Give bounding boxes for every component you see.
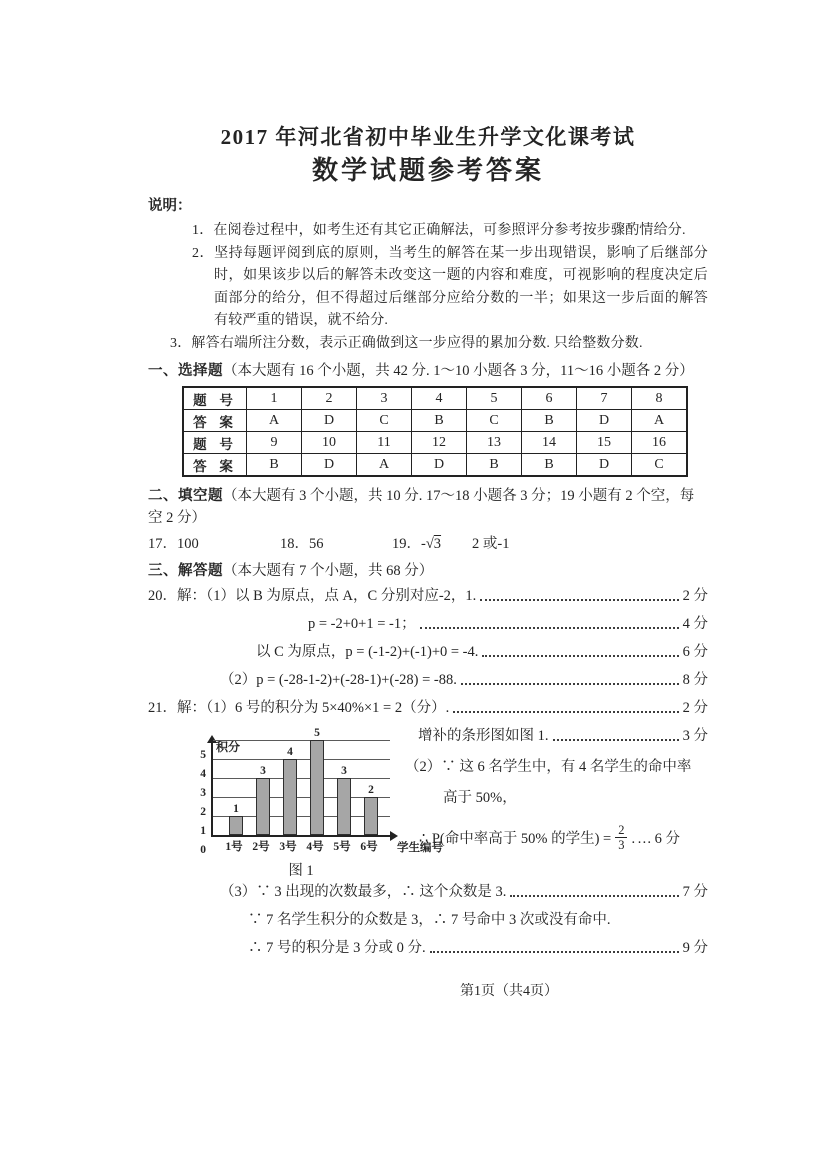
y-tick-label: 2 [200,806,206,818]
solution-line [256,642,708,662]
leader-dots: … [637,830,653,847]
chart-bar [364,797,378,835]
answer-cell: 14 [522,432,577,454]
bar-value-label: 5 [314,727,320,739]
fill-answer: 17．100 [148,536,199,552]
answer-cell: 9 [247,432,302,454]
chart-bar [229,816,243,835]
table-row [183,387,687,410]
answer-cell: B [247,454,302,477]
dotted-leader [480,599,678,601]
y-tick-label: 3 [200,787,206,799]
answer-cell: D [577,454,632,477]
page-content [148,124,708,1000]
solution-text: （2）p = (-28-1-2)+(-28-1)+(-28) = -88. [220,672,457,688]
answer-cell: B [522,454,577,477]
solution-line [308,614,708,634]
solution-line [220,670,708,690]
answer-cell: 1 [247,387,302,410]
solution-text: ∵ 7 名学生积分的众数是 3，∴ 7 号命中 3 次或没有命中. [248,912,611,928]
dotted-leader [420,627,679,629]
table-row [183,432,687,454]
solution-text: （2）∵ 这 6 名学生中，有 4 名学生的命中率 [405,759,692,775]
chart-bar [337,778,351,835]
row-label-cell: 答 案 [183,410,247,432]
answer-cell: 10 [302,432,357,454]
answer-cell: 13 [467,432,522,454]
score-label: 9 分 [682,940,708,956]
chart-area [190,727,443,856]
score-label: 2 分 [682,700,708,716]
answer-cell: 2 [302,387,357,410]
row-label-cell: 题 号 [183,387,247,410]
answer-cell: C [632,454,688,477]
chart-bar [310,740,324,835]
answer-table [182,386,688,477]
mc-section-detail: （本大题有 16 个小题，共 42 分. 1～10 小题各 3 分，11～16 小题各 2 分） [223,363,694,379]
sa-section-label: 三、解答题 [148,563,223,579]
solution-line [248,910,708,930]
solution-line [419,819,708,853]
fill-answer: 18．56 [280,536,324,552]
fraction-numerator: 2 [615,823,627,838]
sa-section-detail: （本大题有 7 个小题，共 68 分） [223,563,434,579]
q21-line1 [148,698,708,718]
solution-text: 高于 50%， [443,790,517,806]
note-item: 1．在阅卷过程中，如考生还有其它正确解法，可参照评分参考按步骤酌情给分. [192,223,686,238]
answer-cell: 4 [412,387,467,410]
fill-answers-row [148,533,708,555]
fraction [615,823,627,853]
solution-text: 增补的条形图如图 1. [418,728,549,744]
solution-line [220,882,708,902]
bar-value-label: 3 [341,765,347,777]
bar-value-label: 2 [368,784,374,796]
dotted-leader [553,739,679,741]
table-row [183,410,687,432]
answer-cell: 8 [632,387,688,410]
answer-cell: 6 [522,387,577,410]
answer-cell: 16 [632,432,688,454]
fraction-denominator: 3 [618,838,625,853]
solution-text: . [631,830,636,847]
mc-section-heading [148,360,708,382]
solution-line [248,938,708,958]
y-tick-label: 0 [200,844,206,856]
score-label: 6 分 [654,830,680,847]
y-tick-label: 1 [200,825,206,837]
q21-middle-row [148,726,708,880]
dotted-leader [453,711,678,713]
answer-cell: B [412,410,467,432]
dotted-leader [430,951,679,953]
table-row [183,454,687,477]
answer-cell: B [522,410,577,432]
x-tick-label: 3号 [279,841,297,853]
chart-y-ticks [190,749,209,856]
x-tick-label: 2号 [252,841,270,853]
x-tick-label: 6号 [360,841,378,853]
answer-cell: D [412,454,467,477]
answer-cell: D [302,454,357,477]
chart-gridline [213,759,390,760]
chart-plot [211,727,393,837]
mc-section-label: 一、选择题 [148,363,223,379]
solution-text: p = -2+0+1 = -1； [308,616,416,632]
answer-cell: A [247,410,302,432]
dotted-leader [510,895,678,897]
x-tick-label: 4号 [306,841,324,853]
answer-cell: B [467,454,522,477]
solution-text: ∴ 7 号的积分是 3 分或 0 分. [248,940,426,956]
sqrt-radicand: 3 [433,536,442,552]
x-tick-label: 1号 [225,841,243,853]
solution-text: ∴ P(命中率高于 50% 的学生) = [419,830,612,847]
solution-line [148,698,708,718]
score-label: 6 分 [682,644,708,660]
chart-y-axis-label: 积分 [216,740,241,754]
q21-bottom [148,882,708,958]
dotted-leader [482,655,678,657]
bar-value-label: 3 [260,765,266,777]
q21-right [405,726,708,880]
chart-bar [256,778,270,835]
solution-text: （3）∵ 3 出现的次数最多，∴ 这个众数是 3. [220,884,507,900]
row-label-cell: 题 号 [183,432,247,454]
dotted-leader [461,683,679,685]
notes-heading: 说明： [148,198,192,214]
row-label-cell: 答 案 [183,454,247,477]
answer-cell: 7 [577,387,632,410]
chart-gridline [213,778,390,779]
bar-value-label: 4 [287,746,293,758]
answer-cell: 3 [357,387,412,410]
answer-cell: 12 [412,432,467,454]
answer-cell: 11 [357,432,412,454]
note-item: 2．坚持每题评阅到底的原则，当考生的解答在某一步出现错误，影响了后继部分时，如果该步以后的解答未改变这一题的内容和难度，可视影响的程度决定后面部分的给分，但不得超过后继部分应给分数的一半；如果这一步后面的解答有较严重的错误，就不给分. [192,245,708,328]
answer-cell: D [302,410,357,432]
sa-section-heading [148,560,708,582]
bar-value-label: 1 [233,803,239,815]
y-tick-label: 5 [200,749,206,761]
score-label: 3 分 [682,728,708,744]
answer-cell: 5 [467,387,522,410]
chart-caption: 图 1 [288,863,314,879]
y-axis-arrow-icon [207,730,217,743]
chart-x-axis-label: 学生编号 [397,842,443,854]
answer-cell: A [357,454,412,477]
answer-cell: A [632,410,688,432]
fb-section-label: 二、填空题 [148,488,223,504]
bar-chart [190,726,443,880]
fb-section-heading [148,485,708,529]
solution-text: 以 C 为原点，p = (-1-2)+(-1)+0 = -4. [256,644,479,660]
fb-section-detail: （本大题有 3 个小题，共 10 分. 17～18 小题各 3 分；19 小题有 2 个空，每空 2 分） [148,488,695,526]
chart-bar [283,759,297,835]
solution-line [443,788,708,808]
answer-cell: 15 [577,432,632,454]
solution-line [148,586,708,606]
page-footer: 第1页（共4页） [460,984,558,999]
chart-gridline [213,740,390,741]
y-tick-label: 4 [200,768,206,780]
answer-table-body [183,387,687,476]
fill-answer: 19．-√3 [392,536,442,552]
answer-cell: C [467,410,522,432]
answer-cell: C [357,410,412,432]
score-label: 7 分 [682,884,708,900]
solution-text: 21．解：（1）6 号的积分为 5×40%×1 = 2（分）. [148,700,450,716]
answer-cell: D [577,410,632,432]
notes-list [148,220,708,355]
score-label: 8 分 [682,672,708,688]
q20-lines [148,586,708,690]
solution-text: 20．解：（1）以 B 为原点，点 A，C 分别对应-2，1. [148,588,477,604]
exam-title: 2017 年河北省初中毕业生升学文化课考试 [220,125,636,149]
note-item: 3．解答右端所注分数，表示正确做到这一步应得的累加分数. 只给整数分数. [170,335,643,351]
score-label: 2 分 [682,588,708,604]
score-label: 4 分 [682,616,708,632]
chart-x-ticks [211,837,443,854]
fill-answer: 2 或-1 [472,536,510,552]
exam-subtitle: 数学试题参考答案 [311,156,544,186]
x-tick-label: 5号 [333,841,351,853]
solution-line [405,757,708,777]
solution-line [418,726,708,746]
